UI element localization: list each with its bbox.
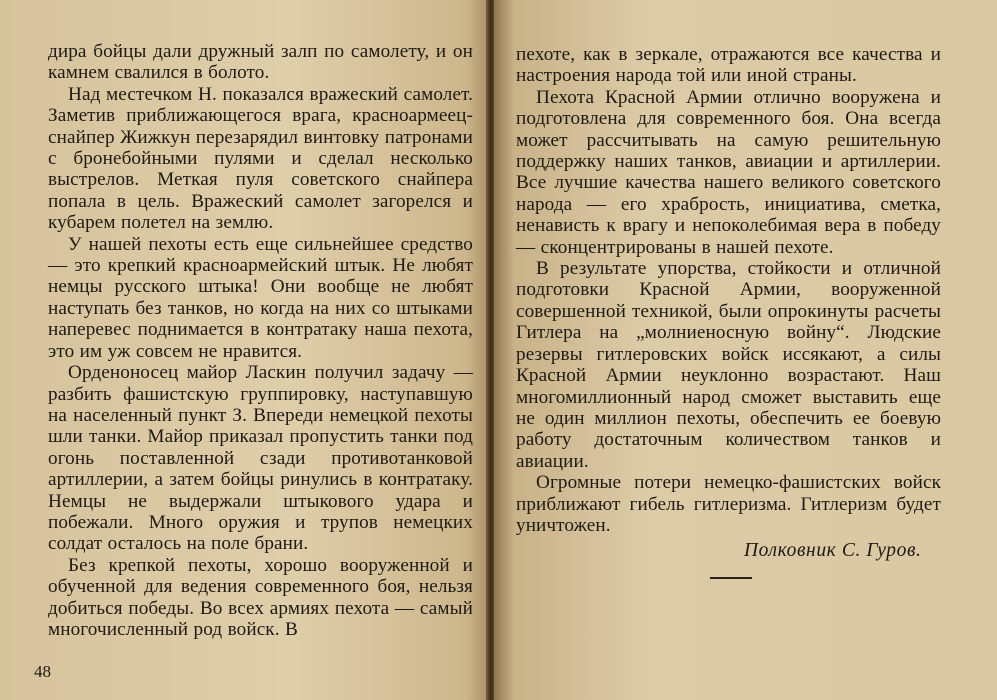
paragraph: Без крепкой пехоты, хорошо вооруженной и обученной для ведения современного боя, нельзя добиться победы. Во всех армиях пехота — самый многочисленный род войск. В bbox=[48, 554, 473, 640]
paragraph: Пехота Красной Армии отлично вооружена и подготовлена для современного боя. Она всегда может рассчитывать на самую решительную поддержку наших танков, авиации и артиллерии. Все лучшие качества нашего великого советского народа — его храбрость, инициатива, сметка, ненависть к врагу и непоколебимая вера в победу — сконцентрированы в нашей пехоте. bbox=[516, 86, 941, 258]
page-number: 48 bbox=[34, 662, 51, 681]
left-page-text bbox=[48, 41, 473, 640]
paragraph: дира бойцы дали дружный залп по самолету, и он камнем свалился в болото. bbox=[48, 41, 473, 84]
right-page-text bbox=[516, 44, 941, 536]
paragraph: Огромные потери немецко-фашистских войск приближают гибель гитлеризма. Гитлеризм будет уничтожен. bbox=[516, 472, 941, 536]
closing-rule bbox=[710, 577, 752, 579]
author-signature: Полковник С. Гуров. bbox=[744, 540, 922, 561]
paragraph: Орденоносец майор Ласкин получил задачу — разбить фашистскую группировку, наступавшую на населенный пункт З. Впереди немецкой пехоты шли танки. Майор приказал пропустить танки под огонь поставленной сзади противотанковой артиллерии, а затем бойцы ринулись в контратаку. Немцы не выдержали штыкового удара и побежали. Много оружия и трупов немецких солдат осталось на поле брани. bbox=[48, 362, 473, 555]
paragraph: Над местечком Н. показался вражеский самолет. Заметив приближающегося врага, красноармеец-снайпер Жижкун перезарядил винтовку патронами с бронебойными пулями и сделал несколько выстрелов. Меткая пуля советского снайпера попала в цель. Вражеский самолет загорелся и кубарем полетел на землю. bbox=[48, 83, 473, 234]
paragraph: У нашей пехоты есть еще сильнейшее средство — это крепкий красноармейский штык. Не любят немцы русского штыка! Они вообще не любят наступать без танков, но когда на них со штыками наперевес поднимается в контратаку наша пехота, это им уж совсем не нравится. bbox=[48, 233, 473, 362]
right-page bbox=[494, 0, 997, 700]
paragraph: пехоте, как в зеркале, отражаются все качества и настроения народа той или иной страны. bbox=[516, 44, 941, 87]
left-page bbox=[0, 0, 490, 700]
paragraph: В результате упорства, стойкости и отличной подготовки Красной Армии, вооруженной совершенной техникой, были опрокинуты расчеты Гитлера на „молниеносную войну“. Людские резервы гитлеровских войск иссякают, а силы Красной Армии неуклонно возрастают. Наш многомиллионный народ сможет выставить еще не один миллион пехоты, обеспечить ее боевую работу достаточным количеством танков и авиации. bbox=[516, 258, 941, 472]
